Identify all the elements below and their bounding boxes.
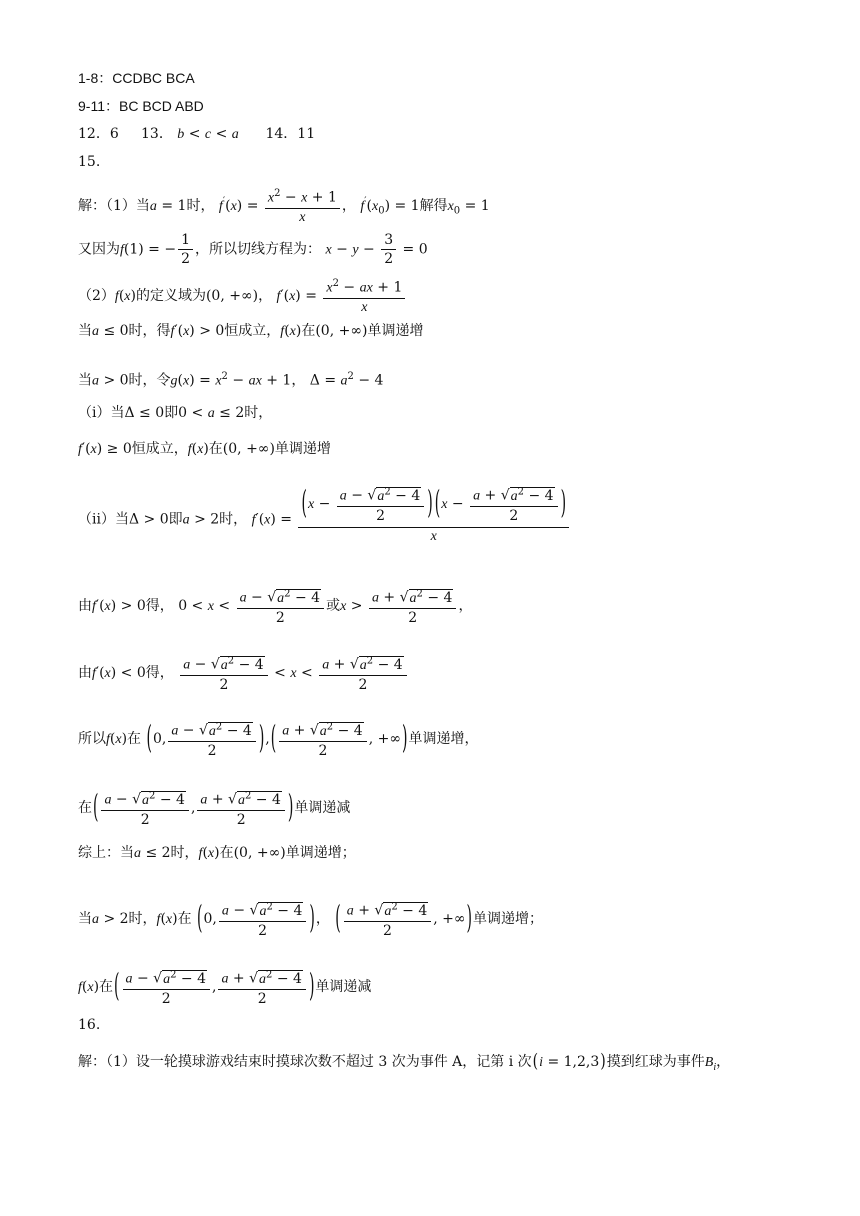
q15-part1-line: 解：（1）当a = 1时， f′(x) = $\frac{x^2 - x + 1}{x}$ ， $f'(x_0) = 1$解得$x_0 = 1$ [78,185,490,227]
q15-subcase-i: （i）当Δ ≤ 0即0 < a ≤ 2时， [78,405,273,421]
answer-12: 12．6 [78,126,119,142]
q16-part1-line: 解：（1）设一轮摸球游戏结束时摸球次数不超过 3 次为事件 A，记第 i 次(i = 1,2,3)摸到红球为事件$B_i$， [78,1051,731,1073]
q15-increasing-intervals: 所以f(x)在 (0, $\frac{a - √a^2 - 4}{2}$ ),( $\frac{a + √a^2 - 4}{2}$ , +∞)单调递增， [78,718,478,760]
answer-line-3: 12．6 13． b < c < a 14．11 [78,126,316,142]
q15-summary-3: f(x)在( $\frac{a - √a^2 - 4}{2}$ , $\frac{a + √a^2 - 4}{2}$ )单调递减 [78,966,371,1008]
q15-case-a-le-0: 当a ≤ 0时，得f′(x) > 0恒成立，f(x)在(0, +∞)单调递增 [78,323,424,339]
q15-tangent-line: 又因为f(1) = − $\frac{1}{2}$ ，所以切线方程为： x − y − $\frac{3}{2}$ = 0 [78,232,428,267]
question-15-number: 15. [78,154,101,170]
q15-subcase-i-result: f′(x) ≥ 0恒成立，f(x)在(0, +∞)单调递增 [78,441,331,457]
q15-part2-domain: （2）f(x)的定义域为(0, +∞)， f′(x) = $\frac{x^2 - ax + 1}{x}$ [78,275,407,317]
q15-summary-1: 综上：当a ≤ 2时，f(x)在(0, +∞)单调递增； [78,845,356,861]
answer-14: 14．11 [265,126,316,142]
q15-case-a-gt-0: 当a > 0时，令$g(x) = x^2$ − ax + 1， $\Delta = a^2 - 4$ [78,371,384,389]
q15-subcase-ii: （ii）当Δ > 0即a > 2时， f′(x) = (x − $\frac{a - √a^2 - 4}{2}$ ) (x − $\frac{a + √a^2 - 4}{2}$ ) x [78,481,571,546]
answer-13-expr: b [177,127,185,142]
answer-line-2: 9-11：BC BCD ABD [78,98,204,114]
question-16-number: 16. [78,1017,101,1033]
answer-13-label: 13． [141,126,173,142]
q15-negative-derivative: 由f′(x) < 0得， $\frac{a - √a^2 - 4}{2}$ < x < $\frac{a + √a^2 - 4}{2}$ [78,652,409,694]
answer-line-1: 1-8：CCDBC BCA [78,70,195,86]
q15-decreasing-interval: 在( $\frac{a - √a^2 - 4}{2}$ , $\frac{a + √a^2 - 4}{2}$ )单调递减 [78,787,350,829]
q15-positive-derivative: 由f′(x) > 0得， 0 < x < $\frac{a - √a^2 - 4}{2}$ 或x > $\frac{a + √a^2 - 4}{2}$ ， [78,585,472,627]
q15-summary-2: 当a > 2时，f(x)在 (0, $\frac{a - √a^2 - 4}{2}$ )， ( $\frac{a + √a^2 - 4}{2}$ , +∞)单调递增； [78,898,543,940]
